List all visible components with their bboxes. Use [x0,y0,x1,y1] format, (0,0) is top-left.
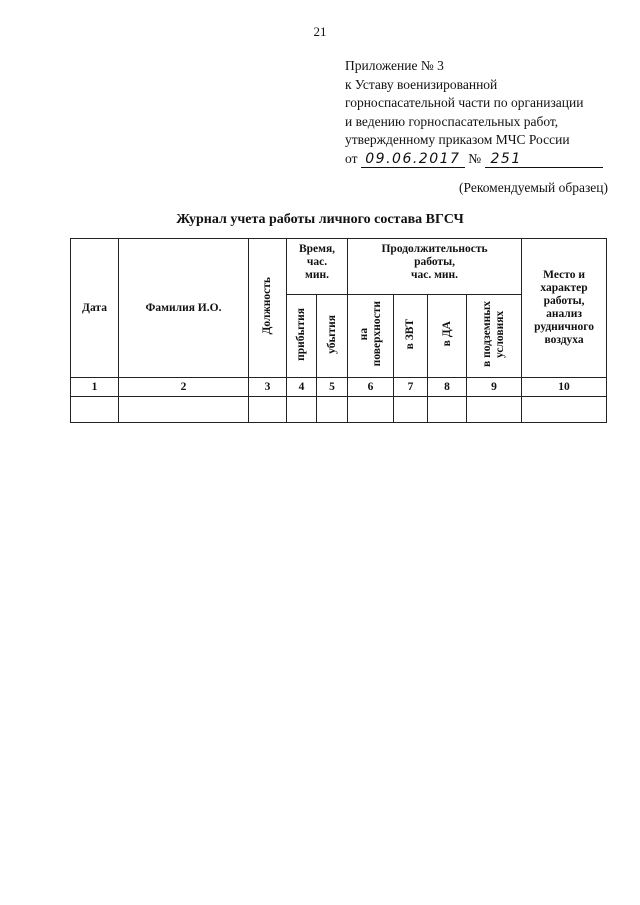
header-duration-line: час. мин. [411,269,459,281]
header-duration-line: Продолжительность [381,243,488,255]
header-position [249,239,287,378]
header-position-text: Должность [261,277,273,335]
appendix-line: утвержденному приказом МЧС России [345,132,570,148]
header-arrival-text: прибытия [295,307,307,361]
appendix-block [345,57,603,169]
header-underground [467,295,522,378]
header-da-text: в ДА [440,321,453,347]
header-time-group [287,239,348,295]
journal-title: Журнал учета работы личного состава ВГСЧ [176,212,464,227]
column-number: 8 [428,378,467,397]
page-number: 21 [313,24,327,39]
journal-table [70,238,607,423]
appendix-line: горноспасательной части по организации [345,95,584,111]
header-place-line: характер [540,282,588,294]
column-number: 10 [522,378,607,397]
table-row [71,397,607,423]
column-number: 3 [249,378,287,397]
header-departure [317,295,348,378]
column-number: 7 [394,378,428,397]
column-number: 1 [71,378,119,397]
header-date: Дата [71,239,119,378]
header-name: Фамилия И.О. [119,239,249,378]
appendix-line: и ведению горноспасательных работ, [345,113,559,129]
header-duration-group [348,239,522,295]
header-place [522,239,607,378]
date-prefix: от [345,150,358,166]
recommended-sample-label: (Рекомендуемый образец) [459,180,608,195]
empty-cell [522,397,607,423]
header-da [428,295,467,378]
column-number: 5 [317,378,348,397]
empty-cell [249,397,287,423]
appendix-line: к Уставу военизированной [345,76,498,92]
header-place-line: анализ [546,308,583,320]
header-place-line: работы, [543,295,585,307]
column-number: 2 [119,378,249,397]
header-place-line: Место и [543,269,585,281]
appendix-line: Приложение № 3 [345,58,444,73]
header-time-line: Время, [298,243,336,255]
column-number: 6 [348,378,394,397]
header-surface [348,295,394,378]
header-underground-text: в подземных условиях [481,300,507,367]
header-place-line: рудничного [534,321,594,333]
empty-cell [394,397,428,423]
empty-cell [119,397,249,423]
header-duration-line: работы, [414,256,455,268]
header-arrival [287,295,317,378]
column-number: 4 [287,378,317,397]
empty-cell [287,397,317,423]
number-prefix: № [468,150,482,166]
empty-cell [467,397,522,423]
header-place-line: воздуха [544,334,584,346]
header-zvt [394,295,428,378]
header-zvt-text: в ЗВТ [404,318,417,350]
handwritten-order-date: 09.06.2017 [361,152,465,168]
header-departure-text: убытия [325,314,338,354]
column-number: 9 [467,378,522,397]
header-surface-text: на поверхности [357,301,383,367]
empty-cell [428,397,467,423]
header-time-line: мин. [305,269,329,281]
empty-cell [71,397,119,423]
column-number-row [71,378,607,397]
empty-cell [317,397,348,423]
empty-cell [348,397,394,423]
handwritten-order-number: 251 [485,152,603,168]
order-date-line [345,150,603,169]
header-time-line: час. [306,256,328,268]
